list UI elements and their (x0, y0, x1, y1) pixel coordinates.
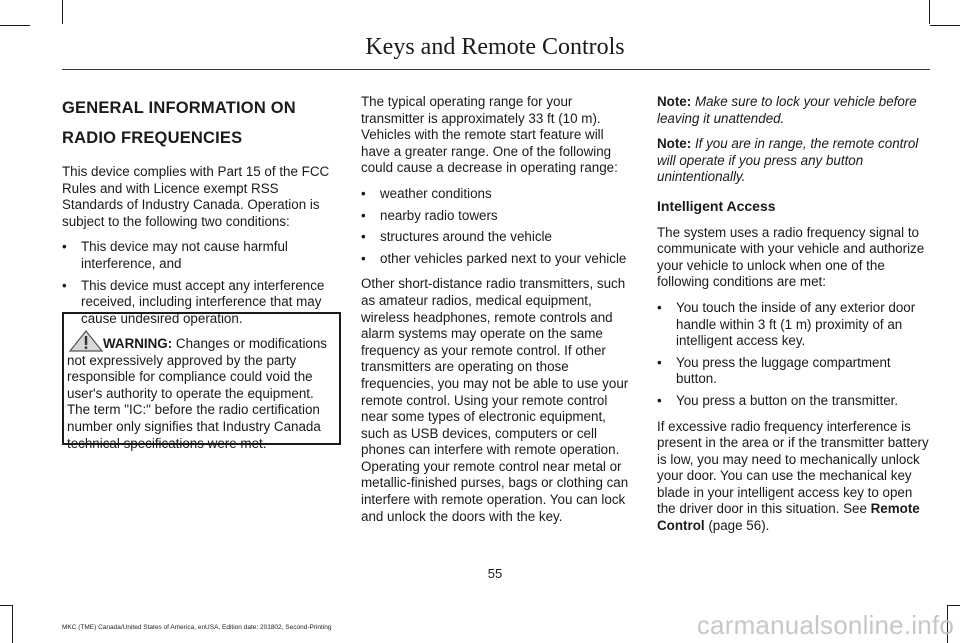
note-lock (657, 94, 929, 127)
page-number: 55 (487, 566, 503, 581)
intro-paragraph: This device complies with Part 15 of the FCC Rules and with Licence exempt RSS Standards of Industry Canada. Operation is subject to the following two conditions: (62, 164, 330, 229)
warning-box (62, 312, 341, 451)
header-divider (62, 69, 930, 70)
warning-text: Changes or modifications not expressively approved by the party responsible for compliance could void the user's authority to operate the equipment. The term "IC:" before the radio certification number only signifies that Industry Canada technical specifications were met. (67, 336, 328, 451)
list-item: • This device may not cause harmful interference, and (62, 239, 342, 272)
list-item: • weather conditions (361, 186, 631, 203)
list-item: • You press the luggage compartment button. (657, 355, 929, 388)
subsection-heading: Intelligent Access (657, 197, 776, 214)
range-paragraph: The typical operating range for your transmitter is approximately 33 ft (10 m). Vehicles with the remote start feature will have a greater range. One of the following could cause a decrease in operating range: (361, 94, 618, 176)
section-heading-line1: GENERAL INFORMATION ON (62, 99, 296, 117)
cross-reference-link[interactable]: Remote Control (657, 501, 920, 534)
unlock-conditions-list (657, 300, 929, 410)
crop-mark (930, 25, 960, 26)
crop-mark (62, 0, 63, 24)
site-watermark: carmanualsonline.info (696, 610, 954, 640)
intelligent-access-paragraph: The system uses a radio frequency signal to communicate with your vehicle and authorize your vehicle to unlock when one of the following conditions are met: (657, 224, 925, 290)
warning-label: WARNING: (103, 336, 173, 351)
list-item: • structures around the vehicle (361, 229, 631, 246)
note-text: If you are in range, the remote control will operate if you press any button unintentionally. (657, 136, 919, 185)
note-range (657, 136, 929, 186)
column-left (62, 94, 342, 336)
list-item: • nearby radio towers (361, 208, 631, 225)
paragraph-text: If excessive radio frequency interference is present in the area or if the transmitter battery is low, you may need to mechanically unlock your door. You can use the mechanical key blade in your intelligent access key to open the driver door in this situation. See (657, 418, 929, 517)
interference-paragraph: Other short-distance radio transmitters, such as amateur radios, medical equipment, wireless headphones, remote controls and alarm systems may operate on the same frequency as your remote control. If other transmitters are operating on those frequencies, you may not be able to use your remote control. Using your remote control near some types of electronic equipment, such as USB devices, computers or cell phones can interfere with remote operation. Operating your remote control near metal or metallic-finished purses, bags or clothing can interfere with remote operation. You can lock and unlock the doors with the key. (361, 276, 629, 524)
mechanical-unlock-paragraph (657, 419, 929, 535)
warning-triangle-icon (69, 330, 103, 352)
crop-mark (929, 0, 930, 24)
range-factors-list (361, 186, 631, 267)
page-reference: (page 56). (704, 518, 770, 534)
page-header-title: Keys and Remote Controls (365, 34, 625, 60)
section-heading-line2: RADIO FREQUENCIES (62, 129, 243, 147)
crop-mark (0, 605, 12, 606)
column-middle (361, 94, 631, 534)
note-text: Make sure to lock your vehicle before leaving it unattended. (657, 94, 917, 126)
list-item: • This device must accept any interference received, including interference that may cause undesired operation. (62, 278, 342, 328)
note-label: Note: (657, 136, 692, 152)
list-item: • You press a button on the transmitter. (657, 393, 929, 410)
crop-mark (948, 605, 960, 606)
column-right (657, 94, 929, 544)
section-heading (62, 98, 342, 148)
list-item: • You touch the inside of any exterior door handle within 3 ft (1 m) proximity of an intelligent access key. (657, 300, 929, 350)
note-label: Note: (657, 94, 692, 109)
crop-mark (12, 605, 13, 643)
list-item: • other vehicles parked next to your vehicle (361, 251, 631, 268)
crop-mark (0, 25, 30, 26)
edition-footer: MKC (TME) Canada/United States of America, enUSA, Edition date: 201802, Second-Printing (62, 624, 332, 631)
